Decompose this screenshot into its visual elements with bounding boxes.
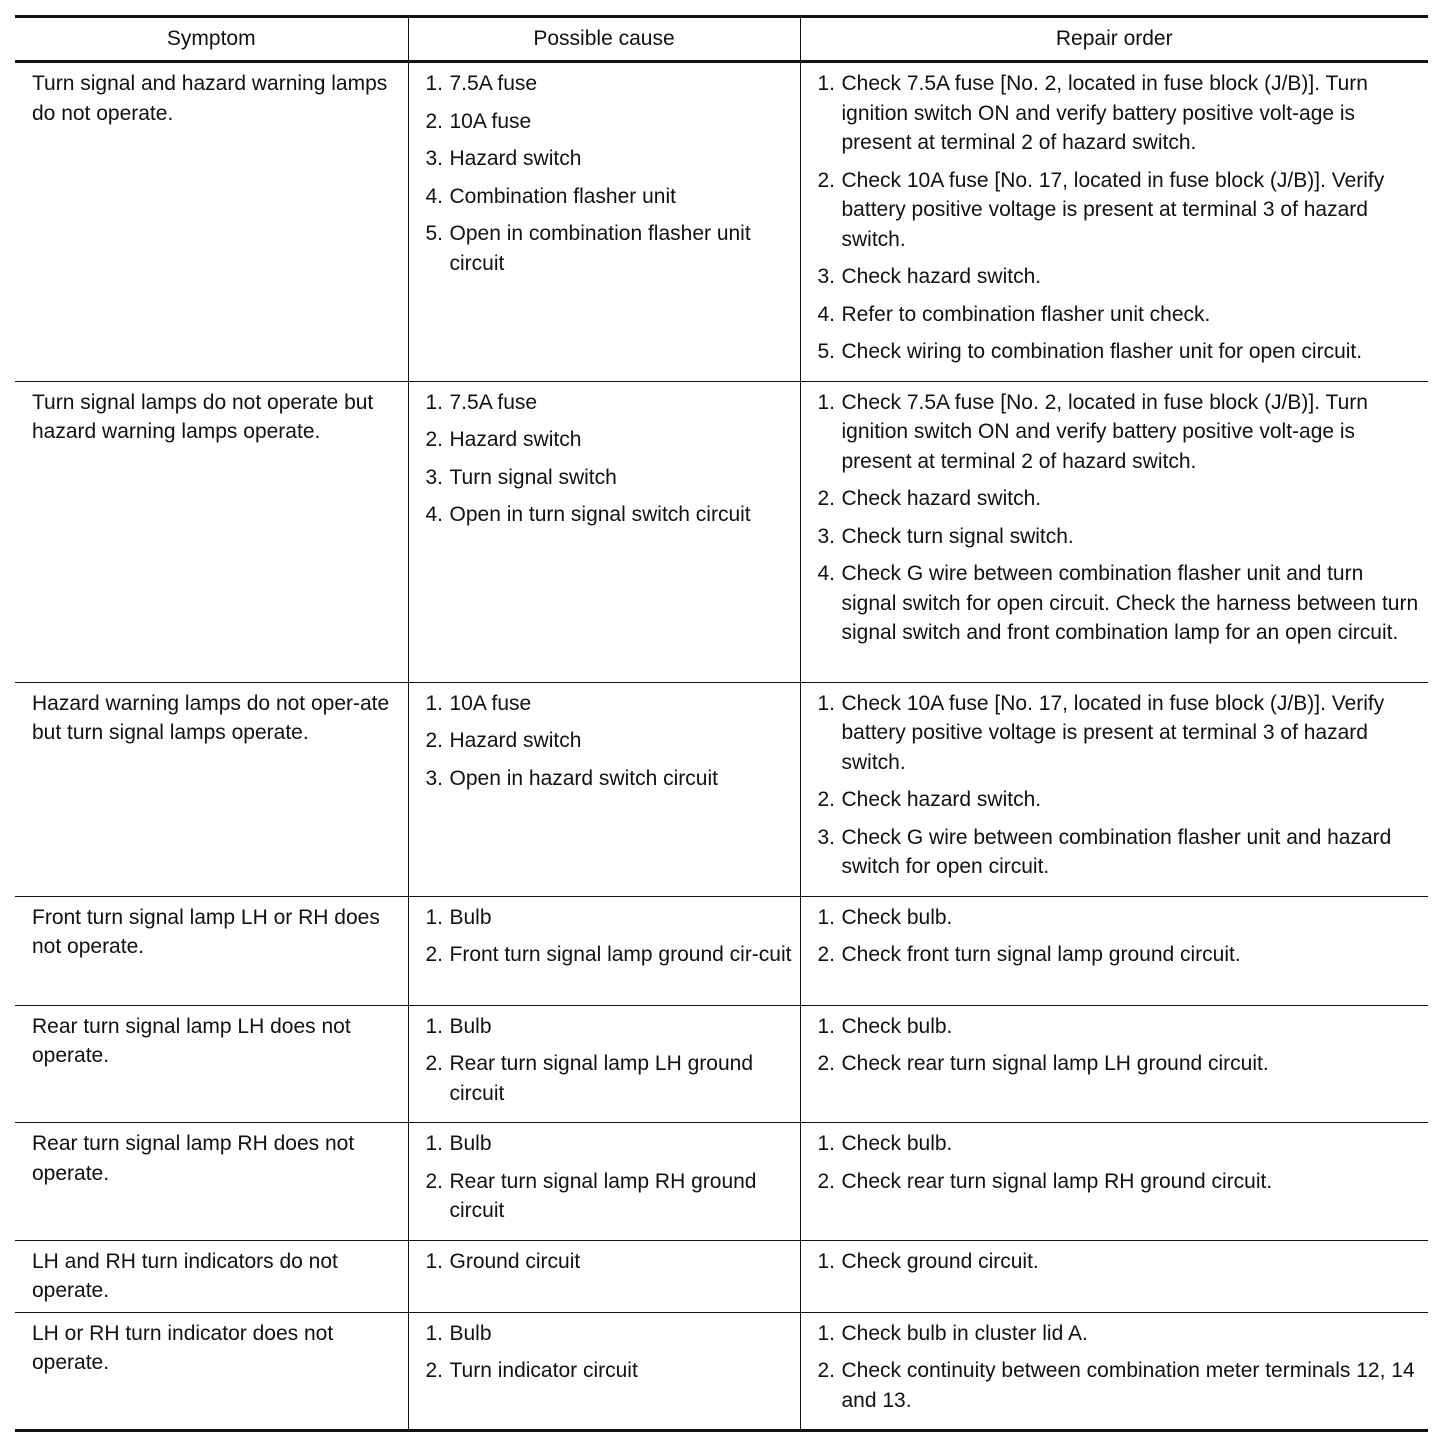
- cause-item-number: 1.: [425, 390, 444, 414]
- cause-item-text: Turn indicator circuit: [449, 1359, 638, 1382]
- repair-item-number: 2.: [817, 1359, 836, 1382]
- cause-item-number: 1.: [425, 1132, 444, 1155]
- repair-item-text: Check bulb in cluster lid A.: [841, 1321, 1088, 1345]
- repair-order-cell: [800, 896, 1428, 1005]
- cause-item-number: 1.: [425, 1321, 444, 1345]
- cause-item: [426, 689, 792, 719]
- table-row: [15, 381, 1428, 682]
- table-row: [15, 1123, 1428, 1241]
- repair-item-number: 2.: [817, 943, 836, 966]
- cause-item-text: Bulb: [449, 1014, 492, 1038]
- repair-list: [818, 1012, 1421, 1079]
- repair-list: [818, 69, 1421, 367]
- repair-order-cell: [800, 1005, 1428, 1123]
- cause-item-number: 5.: [425, 222, 444, 245]
- cause-item: [426, 1319, 792, 1349]
- symptom-cell: [15, 381, 408, 682]
- repair-item-number: 2.: [817, 1052, 836, 1075]
- repair-item: [818, 1049, 1421, 1079]
- repair-list: [818, 1129, 1421, 1196]
- repair-order-cell: [800, 682, 1428, 896]
- repair-item: [818, 785, 1421, 815]
- cause-item-number: 2.: [425, 1169, 444, 1193]
- cause-item-text: Bulb: [449, 905, 492, 929]
- repair-item: [818, 1247, 1421, 1277]
- cause-item: [426, 1049, 792, 1108]
- table-row: [15, 62, 1428, 382]
- cause-item: [426, 903, 792, 933]
- repair-item: [818, 522, 1421, 552]
- cause-item-text: Bulb: [449, 1321, 492, 1345]
- repair-item-number: 3.: [817, 524, 836, 548]
- repair-item-number: 2.: [817, 1169, 836, 1193]
- cause-item-text: 7.5A fuse: [449, 72, 538, 95]
- cause-item-number: 2.: [425, 428, 444, 451]
- cause-item-number: 3.: [425, 766, 444, 790]
- repair-item: [818, 388, 1421, 477]
- repair-item: [818, 1167, 1421, 1197]
- cause-item: [426, 425, 792, 455]
- cause-list: [426, 1129, 792, 1226]
- cause-item-number: 2.: [425, 1359, 444, 1382]
- repair-item: [818, 1356, 1421, 1415]
- symptom-cell: [15, 1005, 408, 1123]
- cause-item-text: Rear turn signal lamp LH ground circuit: [449, 1052, 753, 1105]
- symptom-cell: [15, 1312, 408, 1431]
- symptom-text: Rear turn signal lamp RH does not operate.: [32, 1132, 355, 1185]
- cause-item-text: Bulb: [449, 1132, 492, 1155]
- symptom-cell: [15, 682, 408, 896]
- repair-item-text: Check wiring to combination flasher unit for open circuit.: [841, 340, 1363, 363]
- repair-item: [818, 903, 1421, 933]
- repair-item-text: Refer to combination flasher unit check.: [841, 302, 1211, 326]
- repair-item: [818, 484, 1421, 514]
- repair-item-text: Check G wire between combination flasher unit and hazard switch for open circuit.: [841, 825, 1392, 878]
- cause-item-text: Hazard switch: [449, 428, 582, 451]
- cause-item: [426, 940, 792, 970]
- cause-item-text: Hazard switch: [449, 729, 582, 752]
- repair-item-text: Check turn signal switch.: [841, 524, 1074, 548]
- repair-list: [818, 1319, 1421, 1416]
- cause-item: [426, 1356, 792, 1386]
- cause-item-text: 10A fuse: [449, 691, 532, 715]
- symptom-cell: [15, 62, 408, 382]
- repair-item-text: Check bulb.: [841, 1132, 953, 1155]
- repair-item: [818, 689, 1421, 778]
- repair-item-number: 4.: [817, 562, 836, 585]
- cause-item: [426, 1247, 792, 1277]
- possible-cause-cell: [408, 1005, 800, 1123]
- cause-item-number: 2.: [425, 109, 444, 133]
- repair-item: [818, 337, 1421, 367]
- cause-list: [426, 388, 792, 530]
- table-header: [15, 17, 1428, 62]
- repair-item-number: 1.: [817, 905, 836, 929]
- cause-item-number: 1.: [425, 72, 444, 95]
- cause-item-number: 3.: [425, 465, 444, 489]
- cause-item-number: 1.: [425, 905, 444, 929]
- symptom-cell: [15, 1240, 408, 1312]
- cause-item-number: 3.: [425, 147, 444, 170]
- symptom-text: Rear turn signal lamp LH does not operate.: [32, 1014, 351, 1067]
- repair-item-number: 1.: [817, 1321, 836, 1345]
- table-row: [15, 1312, 1428, 1431]
- cause-item-text: 10A fuse: [449, 109, 532, 133]
- cause-item-text: 7.5A fuse: [449, 390, 538, 414]
- repair-item: [818, 1319, 1421, 1349]
- cause-list: [426, 903, 792, 970]
- cause-item: [426, 69, 792, 99]
- cause-item: [426, 463, 792, 493]
- cause-item: [426, 388, 792, 418]
- cause-item: [426, 726, 792, 756]
- repair-item-text: Check 10A fuse [No. 17, located in fuse block (J/B)]. Verify battery positive voltage is present at terminal 3 of hazard switch.: [841, 168, 1385, 251]
- repair-item-text: Check front turn signal lamp ground circuit.: [841, 943, 1241, 966]
- cause-item: [426, 144, 792, 174]
- repair-item-number: 2.: [817, 168, 836, 192]
- repair-list: [818, 689, 1421, 882]
- repair-item-number: 5.: [817, 340, 836, 363]
- cause-item: [426, 1129, 792, 1159]
- cause-item-text: Rear turn signal lamp RH ground circuit: [449, 1169, 757, 1222]
- possible-cause-cell: [408, 896, 800, 1005]
- repair-item-number: 4.: [817, 302, 836, 326]
- cause-item: [426, 500, 792, 530]
- repair-item-text: Check hazard switch.: [841, 788, 1042, 811]
- repair-item-number: 3.: [817, 825, 836, 849]
- repair-item-number: 3.: [817, 265, 836, 288]
- repair-item-text: Check bulb.: [841, 1014, 953, 1038]
- repair-item: [818, 940, 1421, 970]
- symptom-text: Hazard warning lamps do not oper-ate but turn signal lamps operate.: [32, 691, 390, 744]
- cause-item: [426, 219, 792, 278]
- symptom-text: Turn signal lamps do not operate but hazard warning lamps operate.: [32, 390, 374, 443]
- cause-item-number: 2.: [425, 943, 444, 966]
- possible-cause-cell: [408, 1123, 800, 1241]
- repair-item-text: Check hazard switch.: [841, 487, 1042, 510]
- header-row: [15, 17, 1428, 62]
- repair-item: [818, 1012, 1421, 1042]
- cause-item-text: Front turn signal lamp ground cir-cuit: [449, 943, 792, 966]
- repair-item-number: 2.: [817, 487, 836, 510]
- repair-order-cell: [800, 62, 1428, 382]
- cause-item-text: Open in turn signal switch circuit: [449, 503, 751, 526]
- troubleshooting-table: [15, 15, 1428, 1432]
- symptom-text: Turn signal and hazard warning lamps do not operate.: [32, 72, 388, 125]
- cause-item-text: Turn signal switch: [449, 465, 617, 489]
- header-symptom: Symptom: [15, 17, 408, 62]
- cause-item-number: 1.: [425, 691, 444, 715]
- repair-order-cell: [800, 1123, 1428, 1241]
- repair-order-cell: [800, 381, 1428, 682]
- cause-item-number: 4.: [425, 503, 444, 526]
- cause-item-text: Combination flasher unit: [449, 184, 676, 208]
- possible-cause-cell: [408, 62, 800, 382]
- cause-item-number: 2.: [425, 729, 444, 752]
- repair-item: [818, 262, 1421, 292]
- cause-list: [426, 1012, 792, 1109]
- repair-item-number: 1.: [817, 1014, 836, 1038]
- repair-list: [818, 1247, 1421, 1277]
- symptom-text: LH or RH turn indicator does not operate.: [32, 1321, 334, 1374]
- table-row: [15, 896, 1428, 1005]
- repair-item-number: 1.: [817, 1249, 836, 1273]
- repair-item: [818, 300, 1421, 330]
- repair-item-text: Check hazard switch.: [841, 265, 1042, 288]
- possible-cause-cell: [408, 381, 800, 682]
- cause-item-number: 2.: [425, 1052, 444, 1075]
- symptom-cell: [15, 896, 408, 1005]
- possible-cause-cell: [408, 1312, 800, 1431]
- repair-item-number: 1.: [817, 390, 836, 414]
- cause-item-text: Ground circuit: [449, 1249, 581, 1273]
- repair-item: [818, 823, 1421, 882]
- repair-item-number: 2.: [817, 788, 836, 811]
- repair-item-text: Check rear turn signal lamp RH ground circuit.: [841, 1169, 1273, 1193]
- repair-item: [818, 166, 1421, 255]
- repair-item-number: 1.: [817, 72, 836, 95]
- cause-item-text: Open in hazard switch circuit: [449, 766, 718, 790]
- symptom-text: Front turn signal lamp LH or RH does not operate.: [32, 905, 380, 958]
- cause-item: [426, 182, 792, 212]
- repair-item-text: Check 10A fuse [No. 17, located in fuse block (J/B)]. Verify battery positive voltage is present at terminal 3 of hazard switch.: [841, 691, 1385, 774]
- cause-list: [426, 69, 792, 278]
- cause-item: [426, 107, 792, 137]
- repair-order-cell: [800, 1240, 1428, 1312]
- repair-item: [818, 1129, 1421, 1159]
- table-row: [15, 1240, 1428, 1312]
- repair-list: [818, 903, 1421, 970]
- cause-item-number: 4.: [425, 184, 444, 208]
- repair-item-text: Check 7.5A fuse [No. 2, located in fuse block (J/B)]. Turn ignition switch ON and verify battery positive volt-age is present at terminal 2 of hazard switch.: [841, 390, 1368, 473]
- cause-item: [426, 764, 792, 794]
- repair-item-text: Check continuity between combination meter terminals 12, 14 and 13.: [841, 1359, 1415, 1412]
- repair-item-text: Check ground circuit.: [841, 1249, 1039, 1273]
- table-row: [15, 1005, 1428, 1123]
- symptom-cell: [15, 1123, 408, 1241]
- cause-item-number: 1.: [425, 1249, 444, 1273]
- cause-item-text: Open in combination flasher unit circuit: [449, 222, 751, 275]
- table-body: [15, 62, 1428, 1431]
- cause-item: [426, 1012, 792, 1042]
- cause-item-number: 1.: [425, 1014, 444, 1038]
- repair-order-cell: [800, 1312, 1428, 1431]
- repair-item-text: Check bulb.: [841, 905, 953, 929]
- header-possible-cause: Possible cause: [408, 17, 800, 62]
- repair-list: [818, 388, 1421, 648]
- possible-cause-cell: [408, 1240, 800, 1312]
- possible-cause-cell: [408, 682, 800, 896]
- cause-list: [426, 689, 792, 794]
- repair-item-text: Check 7.5A fuse [No. 2, located in fuse block (J/B)]. Turn ignition switch ON and verify battery positive volt-age is present at terminal 2 of hazard switch.: [841, 72, 1368, 154]
- header-repair-order: Repair order: [800, 17, 1428, 62]
- cause-item: [426, 1167, 792, 1226]
- repair-item-text: Check G wire between combination flasher unit and turn signal switch for open circuit. Check the harness between turn signal switch and front combination lamp for an open circuit.: [841, 562, 1419, 644]
- symptom-text: LH and RH turn indicators do not operate.: [32, 1249, 338, 1302]
- repair-item: [818, 559, 1421, 648]
- repair-item-text: Check rear turn signal lamp LH ground circuit.: [841, 1052, 1269, 1075]
- cause-list: [426, 1247, 792, 1277]
- repair-item-number: 1.: [817, 691, 836, 715]
- table-row: [15, 682, 1428, 896]
- repair-item: [818, 69, 1421, 158]
- repair-item-number: 1.: [817, 1132, 836, 1155]
- cause-item-text: Hazard switch: [449, 147, 582, 170]
- cause-list: [426, 1319, 792, 1386]
